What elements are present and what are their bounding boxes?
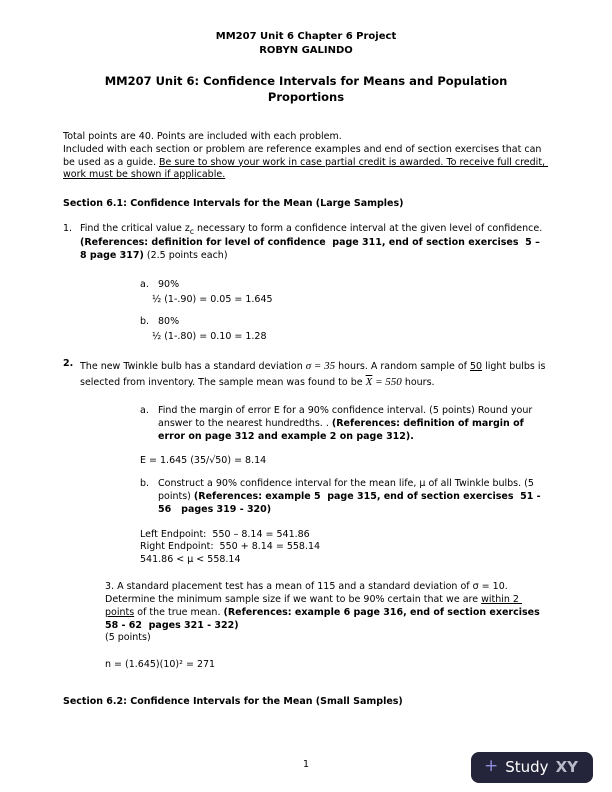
plus-icon: + (484, 756, 499, 777)
q1-text-b: necessary to form a confidence interval at the given level of confidence. (194, 223, 546, 235)
logo-text-xy: XY (555, 757, 578, 776)
studyxy-logo (471, 752, 593, 783)
section-6-2-heading: Section 6.2: Confidence Intervals for the Mean (Small Samples) (63, 695, 403, 707)
question-1a (140, 279, 549, 292)
q2b-label: b. (140, 478, 150, 490)
q1-subscript-c: c (189, 226, 195, 236)
question-3-number: 3. (105, 581, 118, 593)
q2b-work-interval: 541.86 < µ < 558.14 (140, 554, 241, 566)
question-1b (140, 316, 549, 329)
q2-text-3: light bulbs is selected from inventory. The sample mean was found to be (80, 360, 549, 389)
q1b-value: 80% (158, 316, 180, 328)
q2a-text (158, 405, 549, 443)
q2a-reference-bold: (References: definition of margin of error on page 312 and example 2 on page 312). (158, 417, 528, 442)
intro-line2-underlined: Be sure to show your work in case partial credit is awarded. To receive full credit, work must be shown if applicable. (63, 156, 549, 181)
document-header-line1: MM207 Unit 6 Chapter 6 Project (215, 31, 397, 42)
q1a-work: ½ (1-.90) = 0.05 = 1.645 (152, 293, 273, 305)
q2-text-1: The new Twinkle bulb has a standard deviation (80, 360, 306, 372)
question-1-text (80, 223, 549, 263)
q2a-label: a. (140, 404, 149, 416)
q1-points: (2.5 points each) (143, 249, 228, 261)
question-2-number: 2. (63, 357, 74, 369)
page-number: 1 (302, 759, 310, 771)
section-6-1-heading: Section 6.1: Confidence Intervals for the Mean (Large Samples) (63, 198, 404, 210)
q3-text-1: A standard placement test has a mean of 115 and a standard deviation of σ = 10. Determine the minimum sample size if we want to be 90% certain that we are (105, 581, 511, 605)
logo-text-study: Study (505, 757, 549, 776)
q3-points: (5 points) (105, 632, 151, 644)
question-2-text (80, 358, 549, 391)
q1-reference-bold: (References: definition for level of confidence page 311, end of section exercises 5 – 8 page 317) (80, 237, 544, 261)
q2b-text-normal: Construct a 90% confidence interval for the mean life, µ of all Twinkle bulbs. (5 points) (158, 478, 537, 503)
q2-text-4: hours. (401, 377, 435, 389)
q1-text-a: Find the critical value z (80, 223, 190, 235)
question-2 (63, 358, 549, 391)
question-1 (63, 223, 549, 263)
q1b-label: b. (140, 316, 150, 328)
question-2b (140, 478, 549, 516)
intro-line1: Total points are 40. Points are included with each problem. (63, 131, 342, 143)
q2b-work-right-endpoint: Right Endpoint: 550 + 8.14 = 558.14 (140, 541, 321, 553)
q2-underlined-50: 50 (470, 360, 483, 372)
q2-sigma-formula: σ = 35 (305, 359, 336, 372)
q2a-text-normal: Find the margin of error E for a 90% confidence interval. (5 points) Round your answer to the nearest hundredths. . (158, 404, 536, 429)
q2b-text (158, 478, 549, 516)
q1a-value: 90% (158, 278, 180, 290)
document-header-line2: ROBYN GALINDO (259, 45, 353, 56)
q3-work: n = (1.645)(10)² = 271 (105, 659, 216, 671)
q3-reference-bold: (References: example 6 page 316, end of section exercises 58 - 62 pages 321 - 322) (105, 606, 547, 631)
q2-xbar-symbol: $\overline{X}$ (365, 376, 373, 389)
question-2a (140, 405, 549, 443)
q1b-work: ½ (1-.80) = 0.10 = 1.28 (152, 331, 267, 343)
q3-underlined: within 2 points (105, 593, 522, 618)
q2b-reference-bold: (References: example 5 page 315, end of section exercises 51 - 56 pages 319 - 320) (158, 491, 544, 515)
intro-paragraph (63, 131, 549, 182)
q1a-label: a. (140, 278, 149, 290)
q2-text-2: hours. A random sample of (335, 360, 470, 372)
question-1-number: 1. (63, 223, 73, 235)
q2a-work: E = 1.645 (35/√50) = 8.14 (140, 455, 267, 467)
question-3 (105, 581, 549, 645)
q2-xbar-value: = 550 (372, 376, 402, 389)
intro-line2-normal: Included with each section or problem are reference examples and end of section exercises that can be used as a guide. (63, 143, 545, 168)
q2b-work-left-endpoint: Left Endpoint: 550 – 8.14 = 541.86 (140, 528, 310, 540)
page-title: MM207 Unit 6: Confidence Intervals for Means and Population Proportions (104, 74, 512, 104)
q3-text-2: of the true mean. (134, 606, 224, 618)
